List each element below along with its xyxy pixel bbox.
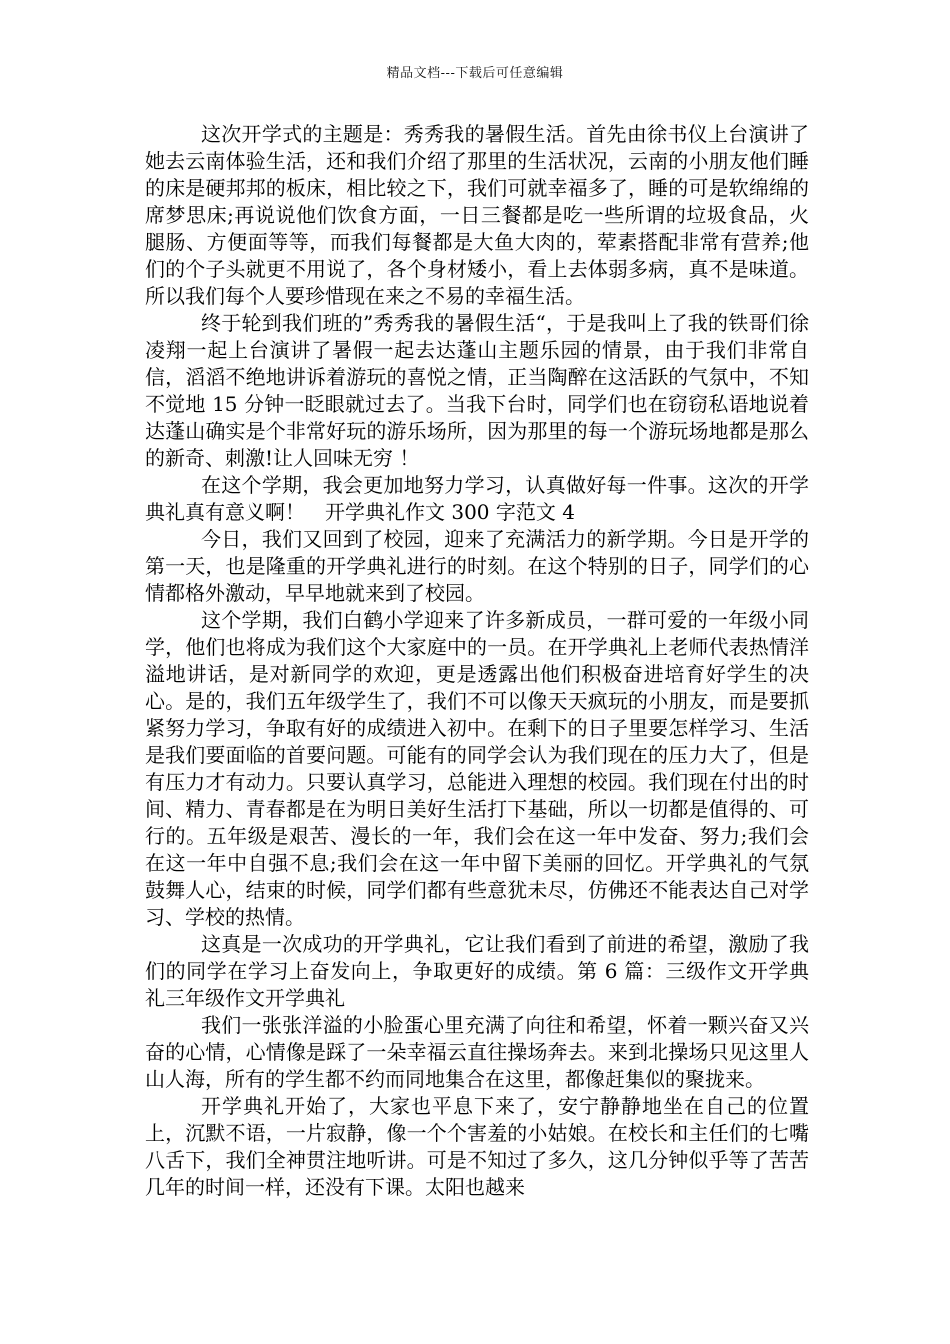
paragraph-3: 在这个学期，我会更加地努力学习，认真做好每一件事。这次的开学典礼真有意义啊！ 开学典礼作文 300 字范文 4: [145, 473, 809, 524]
paragraph-7: 我们一张张洋溢的小脸蛋心里充满了向往和希望，怀着一颗兴奋又兴奋的心情，心情像是踩了一朵幸福云直往操场奔去。来到北操场只见这里人山人海，所有的学生都不约而同地集合在这里，都像赶集似的聚拢来。: [145, 1013, 809, 1091]
paragraph-2: 终于轮到我们班的”秀秀我的暑假生活“，于是我叫上了我的铁哥们徐凌翔一起上台演讲了暑假一起去达蓬山主题乐园的情景，由于我们非常自信，滔滔不绝地讲诉着游玩的喜悦之情，正当陶醉在这活跃的气氛中，不知不觉地 15 分钟一眨眼就过去了。当我下台时，同学们也在窃窃私语地说着达蓬山确实是个非常好玩的游乐场所，因为那里的每一个游玩场地都是那么的新奇、刺激!让人回味无穷 ！: [145, 311, 809, 470]
paragraph-6: 这真是一次成功的开学典礼，它让我们看到了前进的希望，激励了我们的同学在学习上奋发向上，争取更好的成绩。第 6 篇：三级作文开学典礼三年级作文开学典礼: [145, 932, 809, 1010]
paragraph-1: 这次开学式的主题是：秀秀我的暑假生活。首先由徐书仪上台演讲了她去云南体验生活，还和我们介绍了那里的生活状况，云南的小朋友他们睡的床是硬邦邦的板床，相比较之下，我们可就幸福多了，睡的可是软绵绵的席梦思床;再说说他们饮食方面，一日三餐都是吃一些所谓的垃圾食品，火腿肠、方便面等等，而我们每餐都是大鱼大肉的，荤素搭配非常有营养;他们的个子头就更不用说了，各个身材矮小，看上去体弱多病，真不是味道。所以我们每个人要珍惜现在来之不易的幸福生活。: [145, 122, 809, 308]
paragraph-4: 今日，我们又回到了校园，迎来了充满活力的新学期。今日是开学的第一天，也是隆重的开学典礼进行的时刻。在这个特别的日子，同学们的心情都格外激动，早早地就来到了校园。: [145, 527, 809, 605]
paragraph-5: 这个学期，我们白鹤小学迎来了许多新成员，一群可爱的一年级小同学，他们也将成为我们这个大家庭中的一员。在开学典礼上老师代表热情洋溢地讲话，是对新同学的欢迎，更是透露出他们积极奋进培育好学生的决心。是的，我们五年级学生了，我们不可以像天天疯玩的小朋友，而是要抓紧努力学习，争取有好的成绩进入初中。在剩下的日子里要怎样学习、生活是我们要面临的首要问题。可能有的同学会认为我们现在的压力大了，但是有压力才有动力。只要认真学习，总能进入理想的校园。我们现在付出的时间、精力、青春都是在为明日美好生活打下基础，所以一切都是值得的、可行的。五年级是艰苦、漫长的一年，我们会在这一年中发奋、努力;我们会在这一年中自强不息;我们会在这一年中留下美丽的回忆。开学典礼的气氛鼓舞人心，结束的时候，同学们都有些意犹未尽，仿佛还不能表达自己对学习、学校的热情。: [145, 608, 809, 929]
paragraph-8: 开学典礼开始了，大家也平息下来了，安宁静静地坐在自己的位置上，沉默不语，一片寂静，像一个个害羞的小姑娘。在校长和主任们的七嘴八舌下，我们全神贯注地听讲。可是不知过了多久，这几分钟似乎等了苦苦几年的时间一样，还没有下课。太阳也越来: [145, 1094, 809, 1199]
page-header: 精品文档---下载后可任意编辑: [386, 66, 564, 81]
document-body: [145, 121, 809, 1201]
